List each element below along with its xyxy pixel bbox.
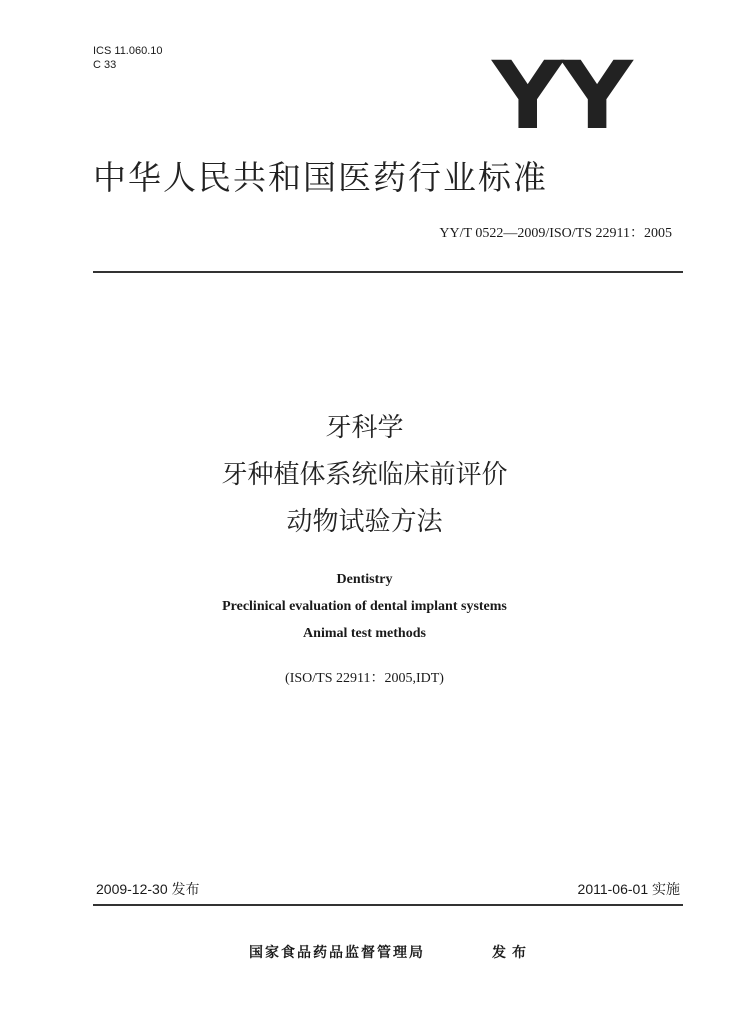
english-title-line-3: Animal test methods [303, 626, 426, 641]
english-title-line-1: Dentistry [336, 572, 393, 587]
issue-label: 发布 [492, 945, 532, 961]
chinese-title-line-2: 牙种植体系统临床前评价 [221, 460, 508, 490]
ccs-code: C 33 [93, 59, 117, 71]
issuing-authority: 国家食品药品监督管理局 [249, 945, 425, 961]
standard-number: YY/T 0522—2009/ISO/TS 22911：2005 [439, 226, 672, 241]
ics-code: ICS 11.060.10 [93, 45, 163, 57]
chinese-title-line-1: 牙科学 [325, 413, 404, 443]
chinese-title [0, 405, 729, 546]
equivalence-note: (ISO/TS 22911：2005,IDT) [285, 671, 444, 686]
classification-codes [93, 44, 163, 72]
english-title-line-2: Preclinical evaluation of dental implant systems [222, 599, 507, 614]
chinese-title-line-3: 动物试验方法 [286, 507, 443, 537]
issue-date: 2009-12-30 发布 [96, 881, 200, 897]
bottom-divider [93, 904, 683, 906]
authority-title: 中华人民共和国医药行业标准 [93, 158, 548, 197]
top-divider [93, 271, 683, 273]
implementation-date: 2011-06-01 实施 [577, 881, 680, 897]
english-title [0, 566, 729, 647]
yy-logo: YY [492, 42, 631, 151]
